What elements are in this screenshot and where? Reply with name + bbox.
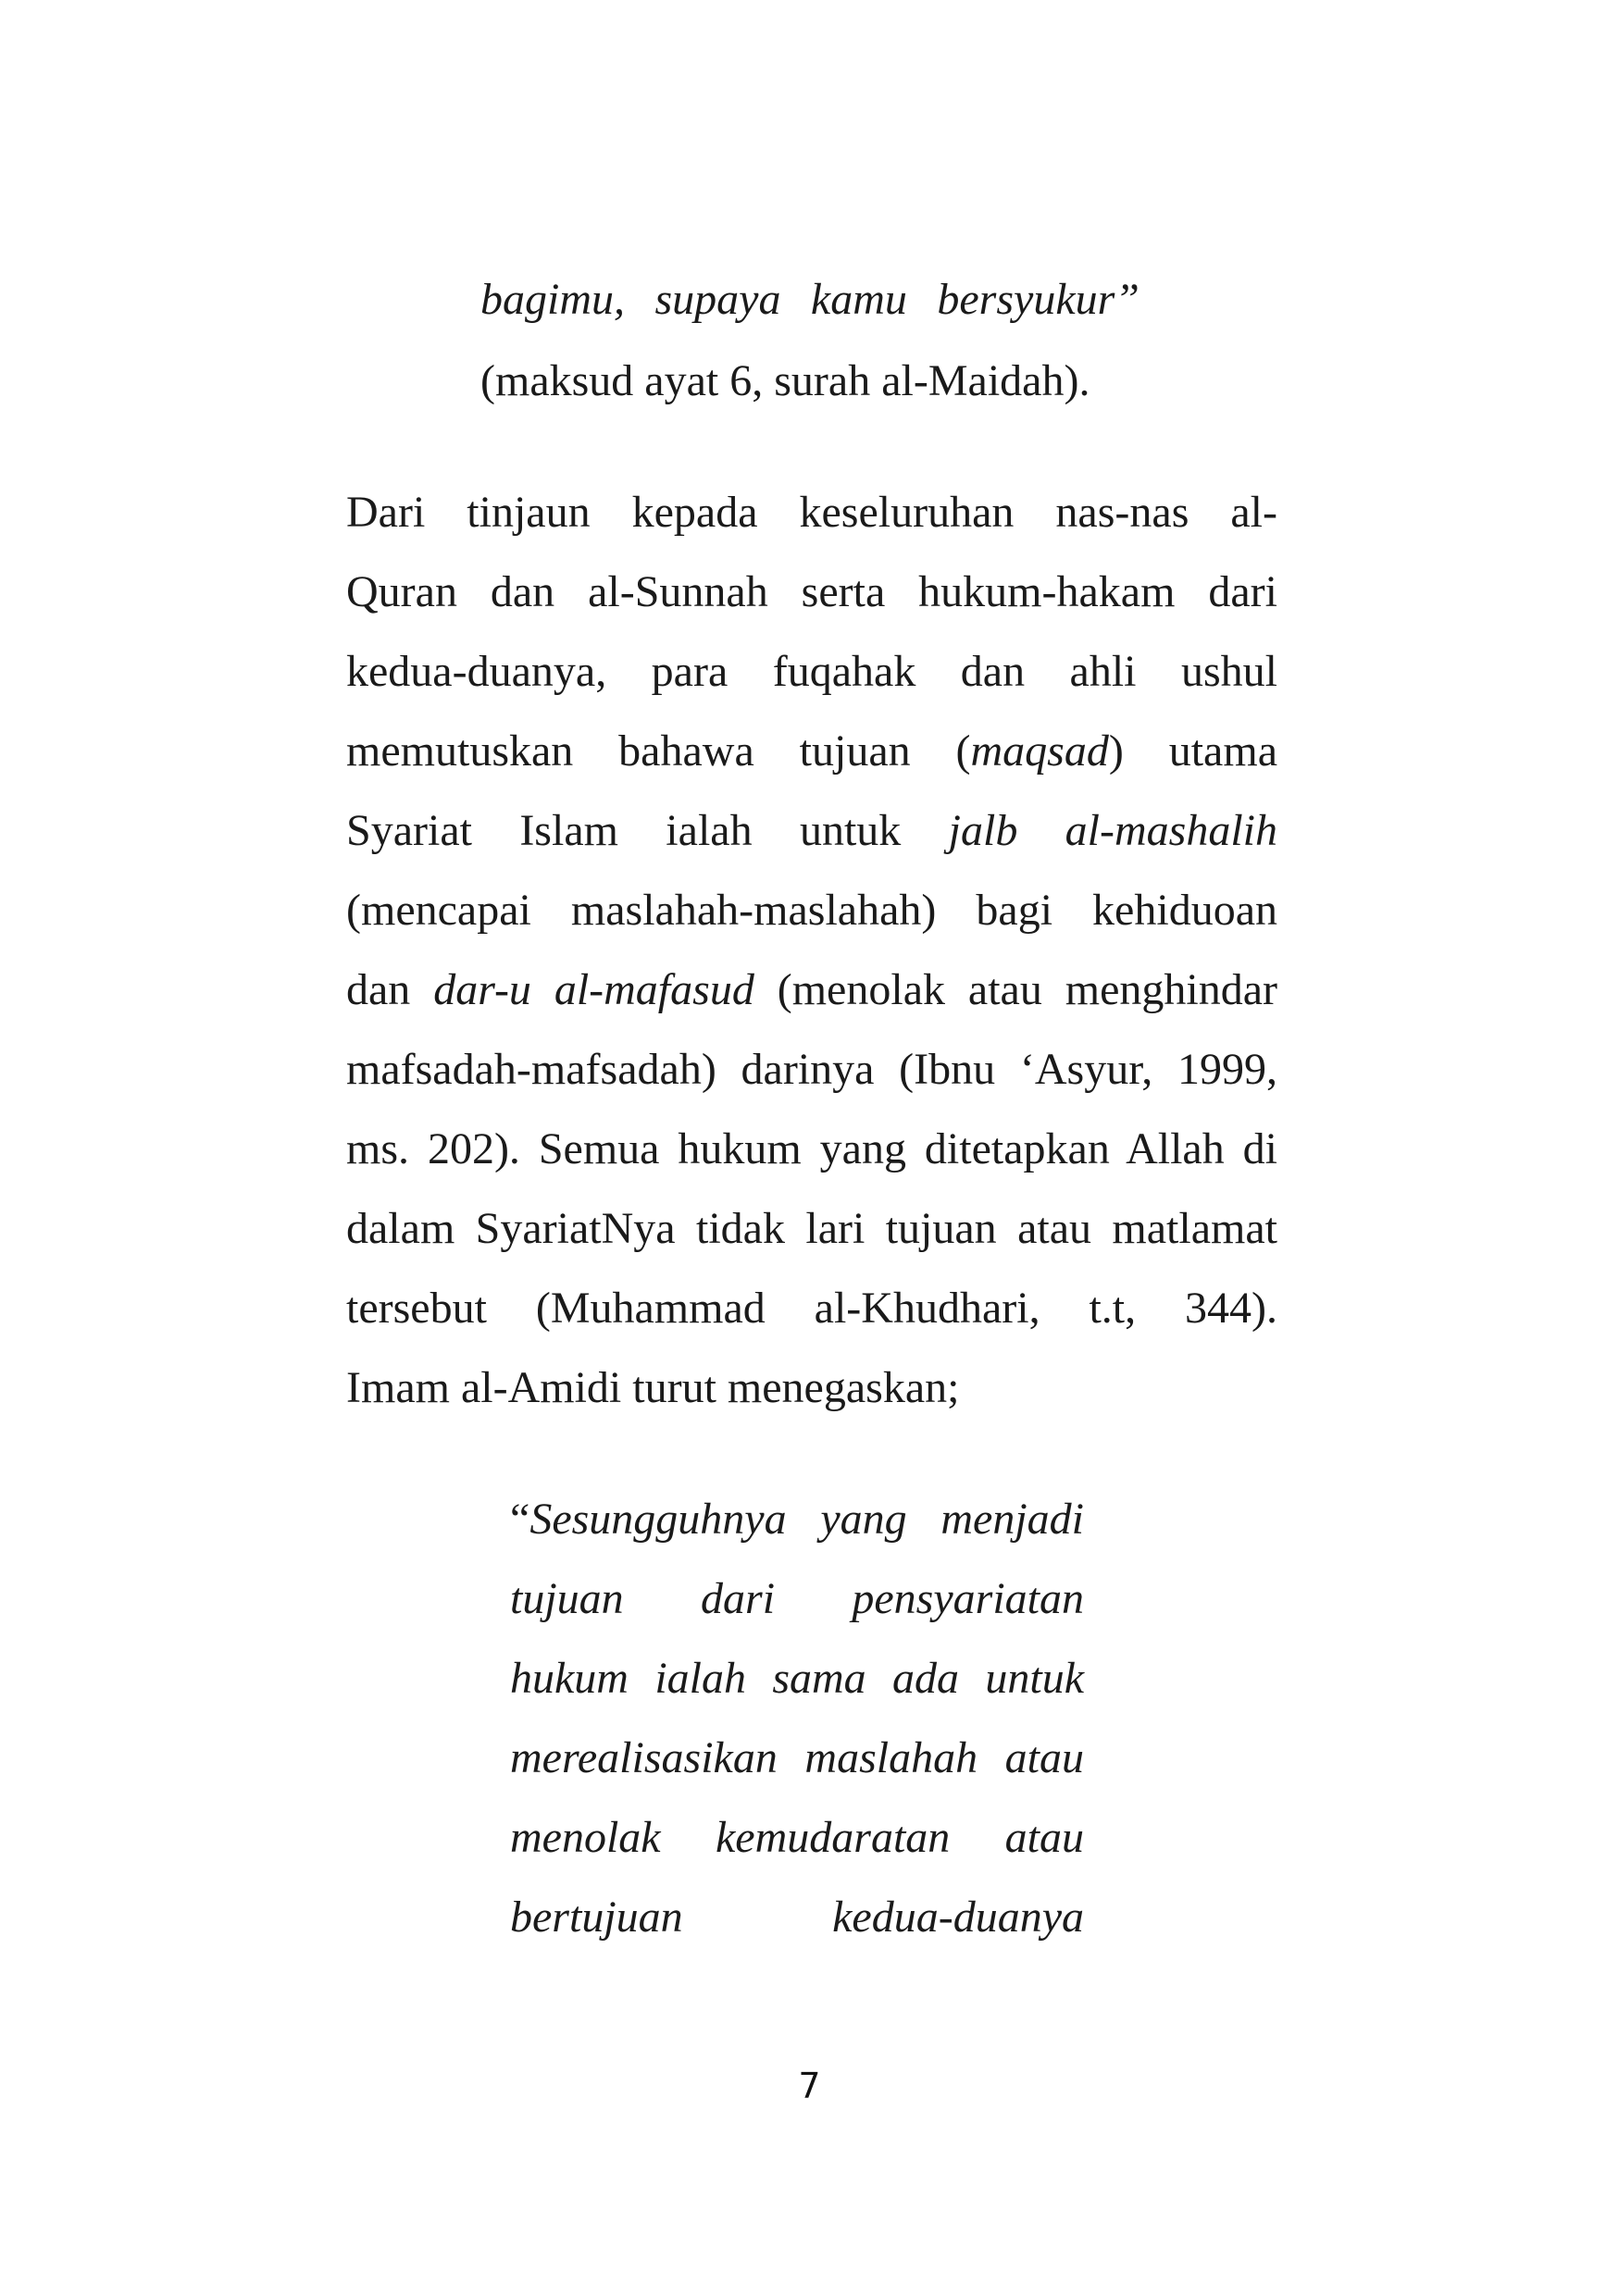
paragraph-text: (menolak atau menghindar	[753, 965, 1278, 1014]
paragraph-line-5	[346, 806, 1278, 855]
block-quote-line-1	[510, 1497, 1084, 1542]
paragraph-line-2: Quran dan al-Sunnah serta hukum-hakam dari	[346, 567, 1277, 616]
paragraph-line-1: Dari tinjaun kepada keseluruhan nas-nas al-	[346, 488, 1277, 537]
quote-source-line: (maksud ayat 6, surah al-Maidah).	[480, 356, 1090, 405]
paragraph-line-8: mafsadah-mafsadah) darinya (Ibnu ‘Asyur, 1999,	[346, 1045, 1277, 1094]
paragraph-line-11: tersebut (Muhammad al-Khudhari, t.t, 344).	[346, 1284, 1277, 1333]
block-quote-line-5: menolak kemudaratan atau	[510, 1813, 1084, 1862]
paragraph-text: memutuskan bahawa tujuan (	[346, 726, 971, 776]
paragraph-text: ) utama	[1108, 726, 1277, 776]
block-quote-line-2: tujuan dari pensyariatan	[510, 1574, 1084, 1623]
block-quote-line-3: hukum ialah sama ada untuk	[510, 1654, 1084, 1703]
paragraph-line-12: Imam al-Amidi turut menegaskan;	[346, 1363, 960, 1412]
page-number: 7	[798, 2066, 821, 2106]
block-quote-line-4: merealisasikan maslahah atau	[510, 1733, 1084, 1782]
paragraph-line-9: ms. 202). Semua hukum yang ditetapkan Allah di	[346, 1124, 1277, 1173]
paragraph-line-7	[346, 965, 1278, 1014]
paragraph-text: dan	[346, 965, 434, 1014]
paragraph-text: Syariat Islam ialah untuk	[346, 806, 949, 855]
italic-term-jalb-al-mashalih: jalb al-mashalih	[948, 806, 1278, 855]
block-quote-line-6: bertujuan kedua-duanya	[510, 1893, 1084, 1942]
paragraph-line-6: (mencapai maslahah-maslahah) bagi kehiduoan	[346, 886, 1277, 935]
italic-term-maqsad: maqsad	[970, 726, 1109, 776]
italic-term-dar-u-al-mafasud: dar-u al-mafasud	[433, 965, 754, 1014]
paragraph-line-10: dalam SyariatNya tidak lari tujuan atau matlamat	[346, 1204, 1277, 1253]
opening-quote-mark: “	[510, 1495, 530, 1544]
paragraph-line-3: kedua-duanya, para fuqahak dan ahli ushul	[346, 647, 1277, 696]
quote-continuation-line: bagimu, supaya kamu bersyukur”	[480, 275, 1140, 324]
block-quote-text: Sesungguhnya yang menjadi	[529, 1495, 1084, 1544]
paragraph-line-4	[346, 726, 1277, 776]
